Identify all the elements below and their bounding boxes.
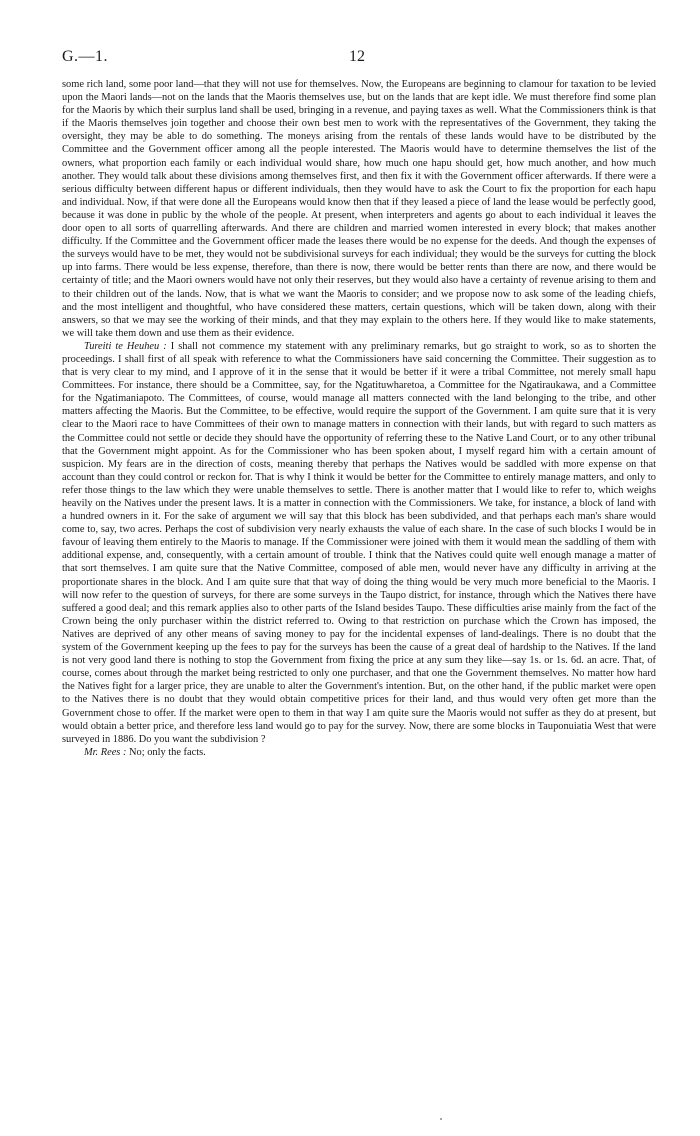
paragraph-commissioner-statement (62, 78, 656, 340)
speaker-name: Mr. Rees : (84, 746, 130, 758)
paragraph-tureiti-statement (62, 340, 656, 746)
page-header (62, 48, 652, 70)
document-reference: G.—1. (62, 48, 109, 65)
body-text (62, 78, 656, 759)
paragraph-rees-reply (62, 746, 656, 759)
speaker-name: Tureiti te Heuheu : (84, 340, 171, 352)
page-speck (440, 1118, 442, 1120)
paragraph-text: No; only the facts. (129, 746, 206, 758)
paragraph-text: I shall not commence my statement with any preliminary remarks, but go straight to work, so as to shorten the proceedings. I shall first of all speak with reference to what the Commissioners have said concerning the Committee. Their suggestion as to that is very clear to my mind, and I approve of it in the sense that it would be better if it were a tribal Committee, not merely small hapu Committees. For instance, there should be a Committee, say, for the Ngatituwharetoa, a Committee for the Ngatiraukawa, and a Committee for the Ngatimaniapoto. The Committees, of course, would manage all matters connected with the land belonging to the tribe, and other matters affecting the Maoris. But the Committee, to be effective, would require the support of the Government. I am quite sure that it is very clear to the Maori race to have Committees of their own to manage matters in connection with their lands, but with regard to such matters as the Committee could not settle or decide they should have the opportunity of referring these to the Native Land Court, or to any other tribunal that the Government might appoint. As for the Commissioner who has been spoken about, I myself regard him with a certain amount of suspicion. My fears are in the direction of costs, meaning thereby that perhaps the Natives would be saddled with more expense on that account than they could control or reckon for. That is why I think it would be better for the Committee to entirely manage matters, and only to refer those things to the law which they were unable themselves to settle. There is another matter that I would like to refer to, which weighs heavily on the Natives under the present laws. It is a matter in connection with the Commissioners. We take, for instance, a block of land with a hundred owners in it. For the sake of argument we will say that this block has been subdivided, and that perhaps each man's share would come to, say, two acres. Perhaps the cost of subdivision very nearly exhausts the value of each share. In the case of such blocks I would be in favour of leaving them entirely to the Maoris to manage. If the Commissioner were joined with them it would mean the saddling of them with additional expense, and, consequently, with a certain amount of trouble. I think that the Natives could quite well enough manage a matter of that sort themselves. I am quite sure that the Native Committee, composed of able men, would never have any difficulty in arriving at the proportionate shares in the block. And I am quite sure that that way of doing the thing would be very much more beneficial to the Maoris. I will now refer to the question of surveys, for there are some surveys in the Taupo district, for instance, through which the Natives there have suffered a good deal; and this remark applies also to other parts of the Island besides Taupo. These difficulties arise mainly from the fact of the Crown being the only purchaser within the district referred to. Owing to that restriction on purchase which the Crown has imposed, the Natives are deprived of any other means of saving money to pay for the incidental expenses of land-dealings. There is no doubt that the system of the Government keeping up the fees to pay for the surveys has been the cause of a great deal of hardship to the Natives. If the land is not very good land there is nothing to stop the Government from fixing the price at any sum they like—say 1s. or 1s. 6d. an acre. That, of course, comes about through the market being restricted to only one purchaser, and that one the Government themselves. No matter how hard the Natives fight for a larger price, they are unable to alter the Government's intention. But, on the other hand, if the public market were open to the Natives there is no doubt that they would obtain competitive prices for their land, and thus would very often get more than the Government chose to offer. If the market were open to them in that way I am quite sure the Maoris would not suffer as they do at present, but would obtain a better price, and therefore less land would go to pay for the survey. Now, there are some blocks in Tauponuiatia West that were surveyed in 1886. Do you want the subdivision ? (62, 340, 656, 745)
paragraph-text: some rich land, some poor land—that they will not use for themselves. Now, the Europeans are beginning to clamour for taxation to be levied upon the Maori lands—not on the lands that the Maoris themselves use, but on the lands that are kept idle. We must therefore find some plan for the Maoris by which their surplus land shall be used, bringing in a revenue, and paying taxes as well. What the Commissioners think is that if the Maoris themselves join together and choose their own best men to work with the representatives of the Government, they taking the oversight, they may be able to do something. The moneys arising from the rentals of these lands would have to be distributed by the Committee and the Government officer among all the people interested. The Maoris would have to determine themselves the list of the owners, what proportion each family or each individual would share, how much one hapu should get, how much another, and how much another. They would talk about these divisions among themselves first, and then fix it with the Government officer afterwards. If there were a serious difficulty between different hapus or different individuals, then they would have to ask the Court to fix the proportion for each hapu and individual. Now, if that were done all the Europeans would know then that if they leased a piece of land the lease would be perfectly good, because it was done in public by the whole of the people. At present, when interpreters and agents go about to each individual it leaves the door open to all sorts of quarrelling afterwards. And there are children and married women interested in every block; that makes another difficulty. If the Committee and the Government officer made the leases there would be no expense for the deeds. And though the expenses of the surveys would have to be met, they would not be subdivisional surveys for each individual; they would be the surveys for cutting the block up into farms. There would be less expense, therefore, than there is now, there would be better rents than there are now, and there would be certainty of title; and the Maori owners would have not only their reserves, but they would also have a certainty of revenue arising to them and to their children out of the lands. Now, that is what we want the Maoris to consider; and we propose now to ask some of the leading chiefs, and the most intelligent and thoughtful, who have considered these matters, certain questions, which will be taken down, along with their answers, so that we may see the working of their minds, and that they may explain to the others here. If they would like to make statements, we will take them down and use them as their evidence. (62, 79, 657, 339)
page-number: 12 (349, 48, 365, 65)
